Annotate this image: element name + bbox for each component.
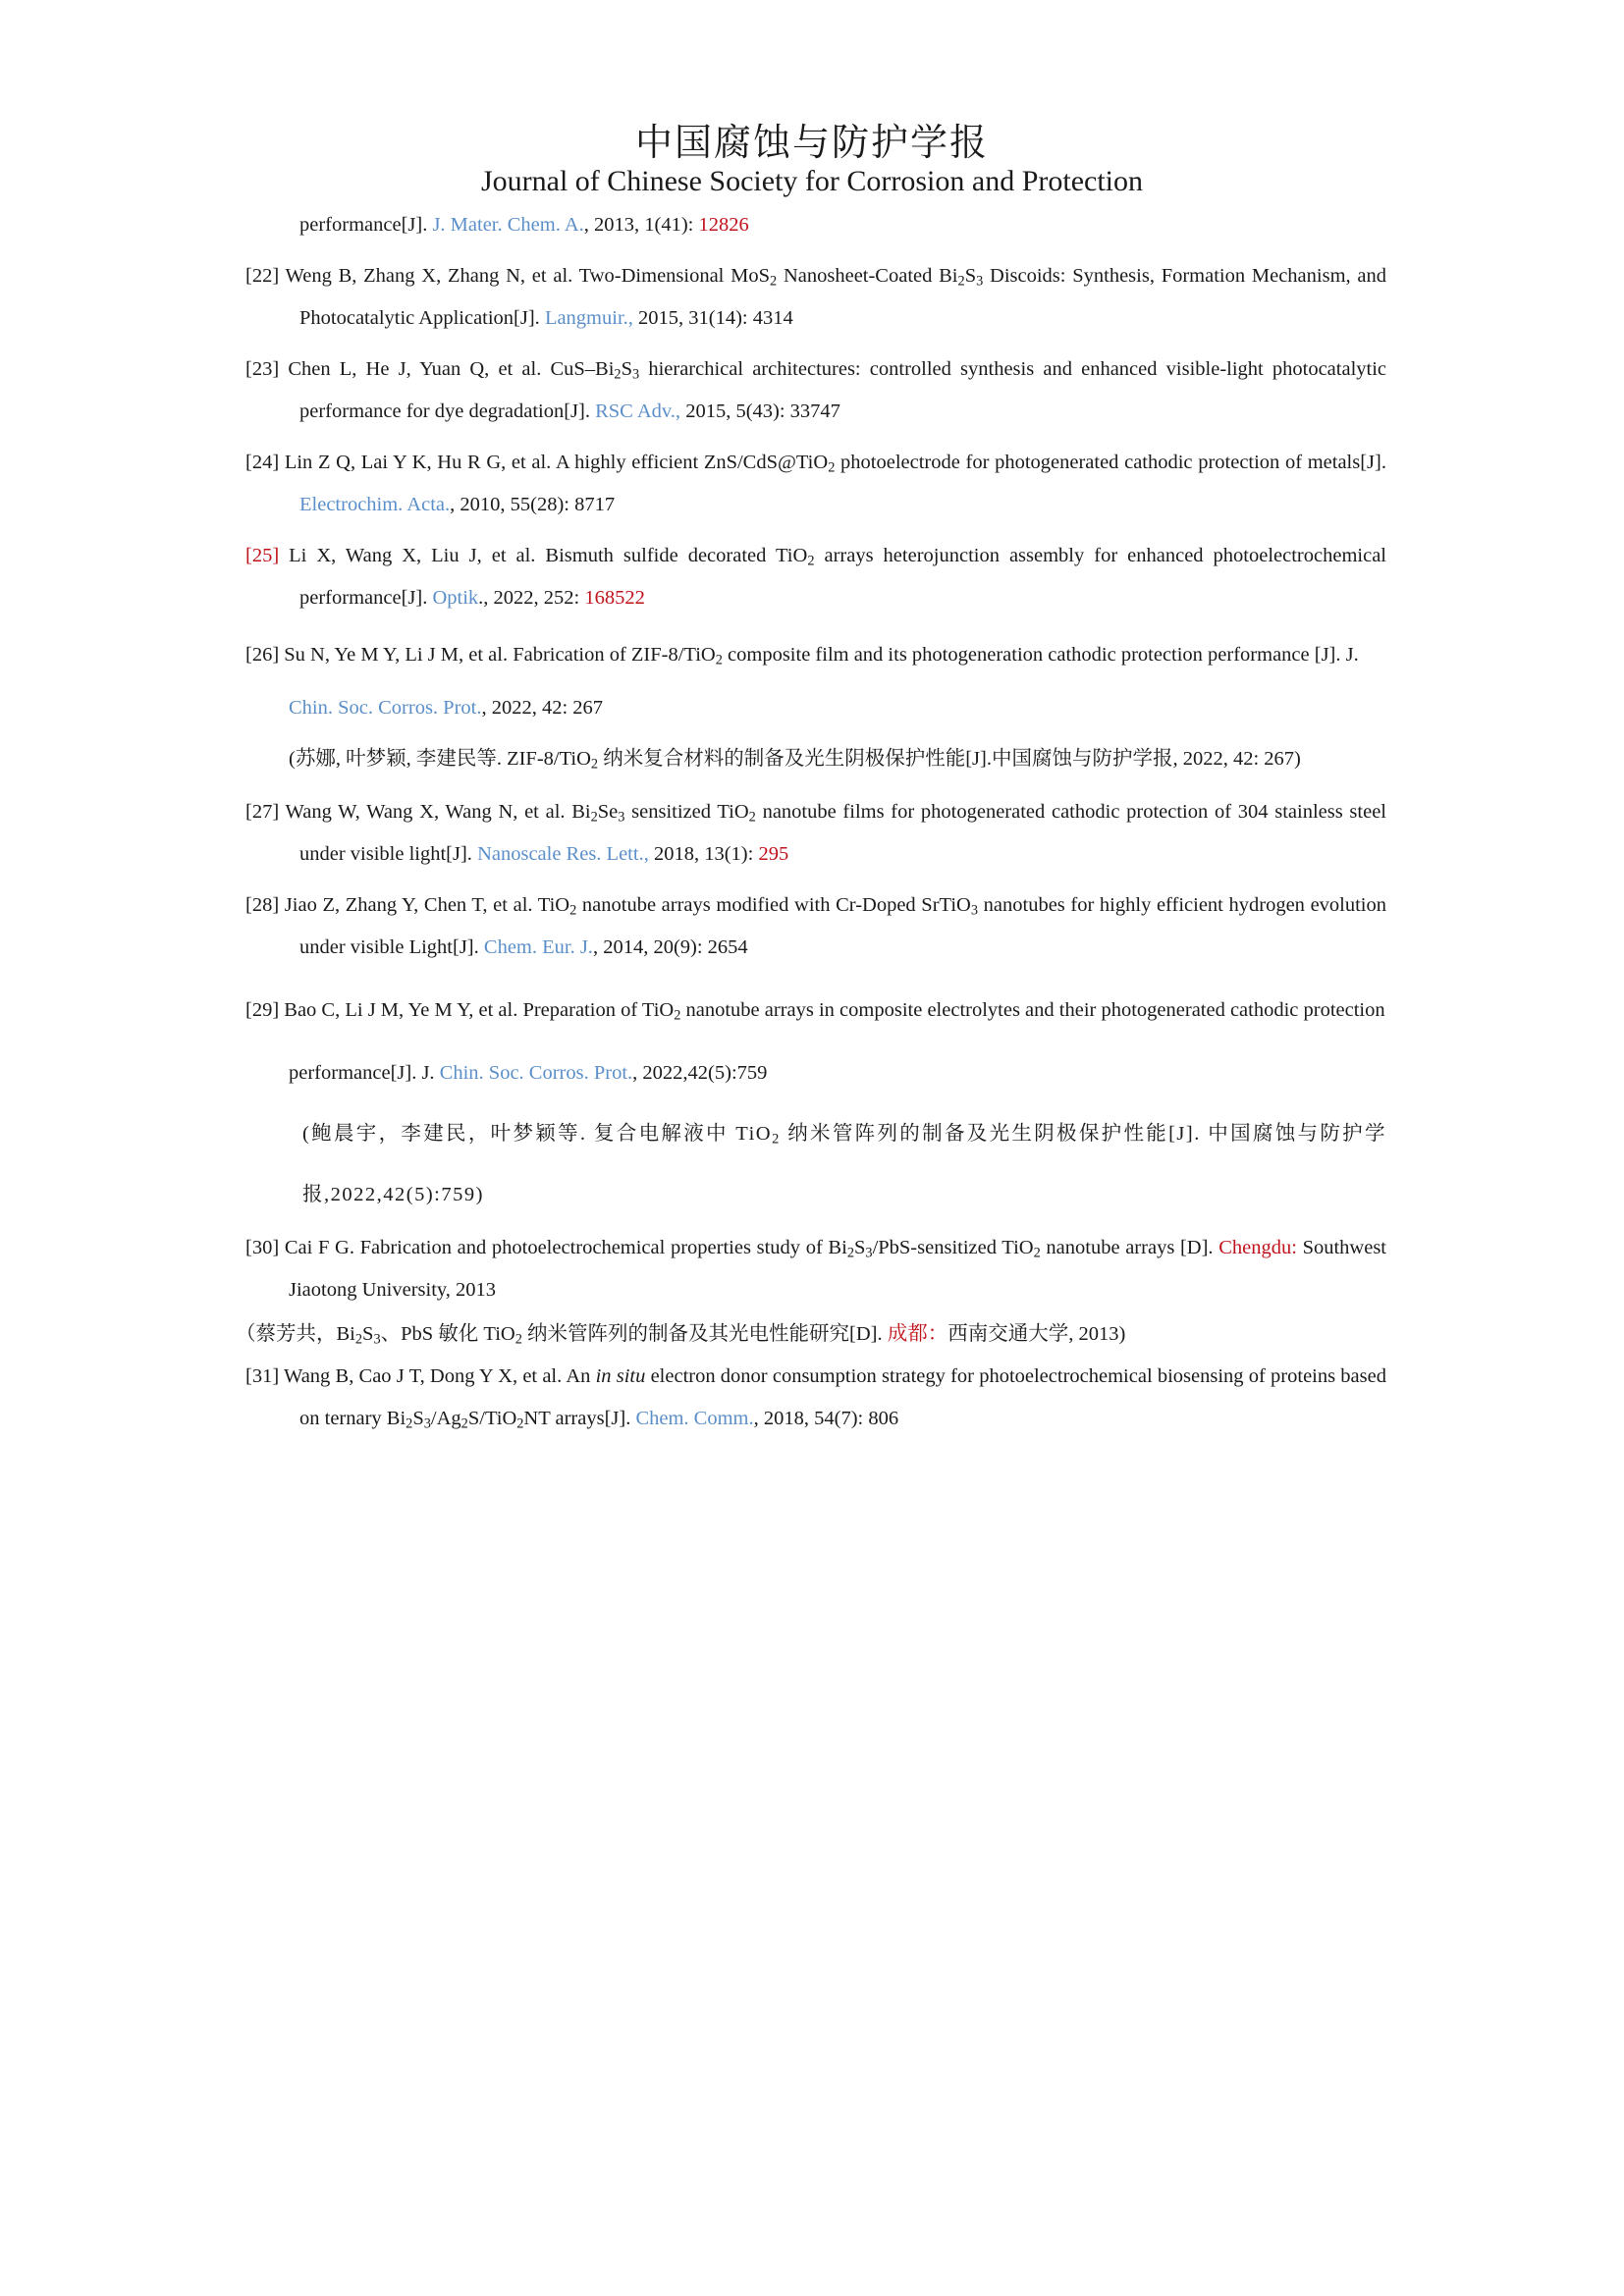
journal-link[interactable]: Chin. Soc. Corros. Prot. — [289, 696, 482, 719]
reference-26-translation: (苏娜, 叶梦颖, 李建民等. ZIF-8/TiO$_2$ 纳米复合材料的制备及光生阴极保护性能[J].中国腐蚀与防护学报, 2022, 42: 267) — [289, 747, 1301, 773]
page-highlight: 12826 — [698, 214, 749, 236]
journal-link[interactable]: Optik — [432, 587, 479, 609]
journal-title-cn: 中国腐蚀与防护学报 — [634, 121, 989, 164]
reference-31: [31] Wang B, Cao J T, Dong Y X, et al. An in situ electron donor consumption strategy for photoelectrochemical biosensing of proteins based on ternary $Bi_2S_3/Ag_2S/TiO_2NT$ arrays[J]. Chem. Comm., 2018, 54(7): 806 — [245, 1364, 1386, 1432]
reference-number: [26] — [245, 643, 280, 666]
journal-link[interactable]: Chem. Eur. J. — [483, 936, 593, 958]
journal-link[interactable]: Chin. Soc. Corros. Prot. — [439, 1061, 633, 1084]
reference-27: [27] Wang W, Wang X, Wang N, et al. $Bi_2Se_3$ sensitized TiO$_2$ nanotube films for photogenerated cathodic protection of 304 stainless steel under visible light[J]. Nanoscale Res. Lett., 2018, 13(1): 295 — [245, 800, 1386, 865]
reference-number: [29] — [245, 998, 280, 1021]
journal-title-en: Journal of Chinese Society for Corrosion and Protection — [480, 165, 1144, 197]
reference-29-line2: performance[J]. J. Chin. Soc. Corros. Prot., 2022,42(5):759 — [289, 1061, 768, 1084]
reference-28: [28] Jiao Z, Zhang Y, Chen T, et al. TiO$_2$ nanotube arrays modified with Cr-Doped SrTiO$_3$ nanotubes for highly efficient hydrogen evolution under visible Light[J]. Chem. Eur. J., 2014, 20(9): 2654 — [245, 893, 1386, 958]
reference-22: [22] Weng B, Zhang X, Zhang N, et al. Two-Dimensional MoS$_2$ Nanosheet-Coated $Bi_2S_3$ Discoids: Synthesis, Formation Mechanism, and Photocatalytic Application[J]. Langmuir., 2015, 31(14): 4314 — [245, 264, 1386, 329]
reference-30: [30] Cai F G. Fabrication and photoelectrochemical properties study of $Bi_2S_3/PbS$-sensitized TiO$_2$ nanotube arrays [D]. Chengdu: Southwest Jiaotong University, 2013 — [245, 1236, 1387, 1301]
page-highlight: 295 — [758, 843, 789, 865]
reference-number: [30] — [245, 1236, 280, 1258]
reference-29: [29] Bao C, Li J M, Ye M Y, et al. Preparation of TiO$_2$ nanotube arrays in composite electrolytes and their photogenerated cathodic protection — [245, 998, 1385, 1024]
reference-number: [24] — [245, 451, 280, 473]
journal-link[interactable]: RSC Adv., — [595, 400, 681, 422]
reference-list — [236, 204, 1387, 1441]
reference-26: [26] Su N, Ye M Y, Li J M, et al. Fabrication of ZIF-8/TiO$_2$ composite film and its photogeneration cathodic protection performance [J]. J. — [245, 643, 1359, 668]
reference-24: [24] Lin Z Q, Lai Y K, Hu R G, et al. A highly efficient ZnS/CdS@TiO$_2$ photoelectrode for photogenerated cathodic protection of metals[J]. Electrochim. Acta., 2010, 55(28): 8717 — [245, 451, 1386, 515]
journal-link[interactable]: Langmuir., — [544, 307, 633, 329]
reference-25: [25] Li X, Wang X, Liu J, et al. Bismuth sulfide decorated TiO$_2$ arrays heterojunction assembly for enhanced photoelectrochemical performance[J]. Optik., 2022, 252: 168522 — [245, 544, 1386, 609]
journal-link[interactable]: Chem. Comm. — [635, 1408, 754, 1429]
reference-number: [28] — [245, 893, 280, 916]
place-highlight: Chengdu: — [1218, 1236, 1297, 1258]
journal-link[interactable]: Electrochim. Acta. — [299, 494, 451, 515]
reference-26-line2: Chin. Soc. Corros. Prot., 2022, 42: 267 — [289, 696, 604, 719]
reference-number: [23] — [245, 357, 280, 380]
reference-number: [25] — [245, 544, 280, 566]
reference-23: [23] Chen L, He J, Yuan Q, et al. CuS–$Bi_2S_3$ hierarchical architectures: controlled synthesis and enhanced visible-light photocatalytic performance for dye degradation[J]. RSC Adv., 2015, 5(43): 33747 — [245, 357, 1387, 422]
reference-number: [27] — [245, 800, 280, 823]
page-highlight: 168522 — [584, 587, 645, 609]
reference-number: [31] — [245, 1364, 280, 1387]
reference-29-translation: (鲍晨宇，李建民，叶梦颖等. 复合电解液中 TiO$_2$ 纳米管阵列的制备及光生阴极保护性能[J]. 中国腐蚀与防护学报,2022,42(5):759) — [302, 1122, 1386, 1205]
place-highlight: 成都： — [887, 1322, 948, 1345]
reference-number: [22] — [245, 264, 280, 287]
reference-30-translation: （蔡芳共，$Bi_2S_3$、PbS 敏化 TiO$_2$ 纳米管阵列的制备及其光电性能研究[D]. 成都：西南交通大学, 2013) — [236, 1322, 1126, 1348]
journal-link[interactable]: J. Mater. Chem. A. — [432, 214, 584, 236]
journal-link[interactable]: Nanoscale Res. Lett., — [477, 843, 649, 865]
reference-21-continued: performance[J]. J. Mater. Chem. A., 2013, 1(41): 12826 — [299, 214, 749, 236]
